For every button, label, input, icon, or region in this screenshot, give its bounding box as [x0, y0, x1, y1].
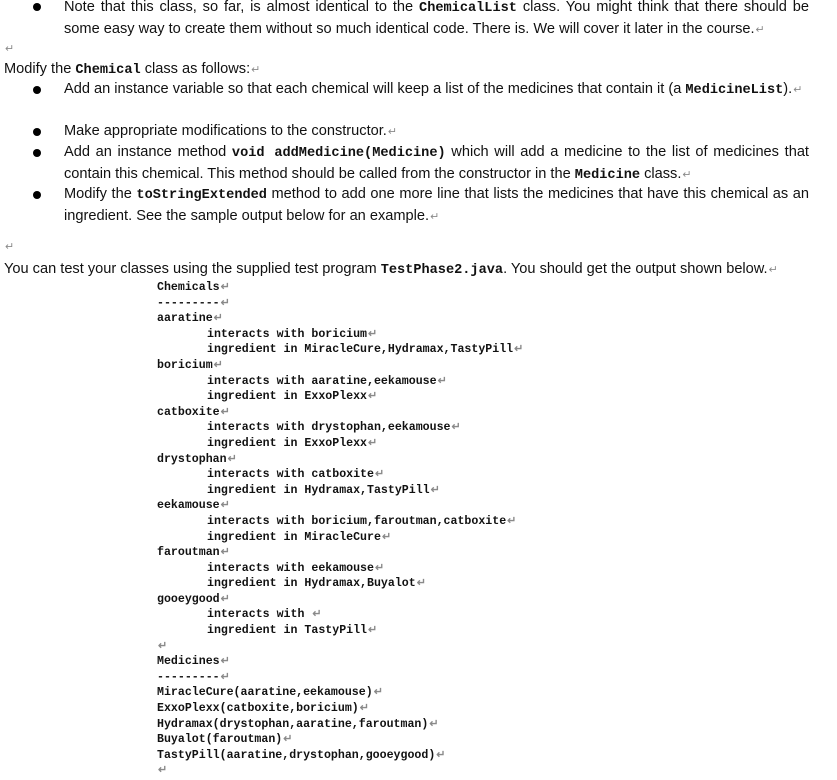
- code-classname: ChemicalList: [419, 1, 517, 16]
- text-span: Hydramax(drystophan,aaratine,faroutman): [157, 717, 429, 731]
- paragraph-mark: ↵: [359, 703, 369, 716]
- paragraph-mark: ↵: [436, 749, 446, 762]
- text-span: which will add a medicine to the list of medicines that contain this chemical. This method should be called from the constructor in the: [64, 144, 809, 182]
- test-paragraph: [4, 259, 778, 281]
- chemical-name-line: [157, 358, 523, 374]
- paragraph-mark: ↵: [213, 313, 223, 326]
- paragraph-mark: ↵: [793, 84, 803, 96]
- paragraph-mark: ↵: [227, 453, 237, 466]
- output-separator: [157, 296, 523, 312]
- text-span: Add an instance method: [64, 144, 232, 160]
- text-span: faroutman: [157, 546, 220, 560]
- paragraph-mark: ↵: [416, 578, 426, 591]
- bullet-dot: [33, 3, 41, 11]
- empty-paragraph: [4, 38, 14, 60]
- text-span: class. You might think that there should be some easy way to create them without so much identical code. There is. We will cover it later in the course.: [64, 0, 809, 37]
- medicine-line: [157, 732, 523, 748]
- paragraph-mark: ↵: [5, 241, 15, 253]
- chemical-interacts-line: [157, 607, 523, 623]
- text-span: aaratine: [157, 312, 213, 326]
- paragraph-mark: ↵: [220, 406, 230, 419]
- empty-output-line: [157, 763, 523, 779]
- paragraph-mark: ↵: [220, 297, 230, 310]
- paragraph-mark: ↵: [368, 437, 378, 450]
- text-span: TastyPill(aaratine,drystophan,gooeygood): [157, 748, 436, 762]
- output-heading-chemicals: [157, 280, 523, 296]
- text-span: Add an instance variable so that each chemical will keep a list of the medicines that contain it (a: [64, 81, 686, 97]
- chemical-ingredient-line: [157, 436, 523, 452]
- paragraph-mark: ↵: [220, 671, 230, 684]
- text-span: boricium: [157, 358, 213, 372]
- chemical-name-line: [157, 452, 523, 468]
- bullet-dot: [33, 191, 41, 199]
- paragraph-mark: ↵: [158, 640, 168, 653]
- chemical-ingredient-line: [157, 530, 523, 546]
- code-classname: Chemical: [75, 63, 141, 78]
- text-span: ingredient in Hydramax,TastyPill: [207, 483, 430, 497]
- text-span: ingredient in ExxoPlexx: [207, 436, 368, 450]
- paragraph-mark: ↵: [220, 500, 230, 513]
- text-span: Note that this class, so far, is almost identical to the: [64, 0, 420, 15]
- text-span: drystophan: [157, 452, 227, 466]
- text-span: Buyalot(faroutman): [157, 733, 283, 747]
- text-span: eekamouse: [157, 499, 220, 513]
- text-span: class as follows:: [140, 61, 251, 77]
- text-span: Chemicals: [157, 281, 220, 294]
- code-filename: TestPhase2.java: [380, 263, 504, 278]
- paragraph-mark: ↵: [381, 531, 392, 544]
- text-span: method to add one more line that lists the medicines that have this chemical as an ingredient. See the sample output below for an example.: [64, 186, 809, 224]
- text-span: interacts with catboxite: [207, 468, 374, 482]
- sample-output-block: [157, 280, 523, 779]
- paragraph-mark: ↵: [220, 656, 230, 669]
- paragraph-mark: ↵: [368, 625, 378, 638]
- paragraph-mark: ↵: [220, 547, 230, 560]
- bullet-dot: [33, 128, 41, 136]
- paragraph-mark: ↵: [368, 328, 378, 341]
- paragraph-mark: ↵: [682, 169, 692, 181]
- bullet-text: [64, 0, 809, 41]
- text-span: gooeygood: [157, 592, 220, 606]
- text-span: catboxite: [157, 405, 220, 419]
- chemical-interacts-line: [157, 327, 523, 343]
- text-span: ingredient in ExxoPlexx: [207, 390, 368, 404]
- paragraph-mark: ↵: [514, 344, 524, 357]
- paragraph-mark: ↵: [374, 469, 385, 482]
- text-span: interacts with boricium: [207, 327, 368, 341]
- text-span: Modify the: [4, 61, 76, 77]
- paragraph-mark: ↵: [755, 24, 765, 36]
- text-span: ).: [783, 81, 793, 97]
- paragraph-mark: ↵: [451, 422, 461, 435]
- chemical-interacts-line: [157, 514, 523, 530]
- paragraph-mark: ↵: [430, 211, 440, 223]
- paragraph-mark: ↵: [768, 264, 778, 276]
- paragraph-mark: ↵: [251, 64, 261, 76]
- medicine-line: [157, 685, 523, 701]
- paragraph-mark: ↵: [158, 765, 168, 778]
- code-method-name: toStringExtended: [136, 188, 267, 203]
- text-span: interacts with eekamouse: [207, 561, 374, 575]
- text-span: ingredient in Hydramax,Buyalot: [207, 577, 416, 591]
- paragraph-mark: ↵: [312, 609, 322, 622]
- text-span: Medicines: [157, 655, 220, 669]
- text-span: ExxoPlexx(catboxite,boricium): [157, 702, 359, 716]
- bullet-text: [64, 184, 809, 228]
- paragraph-mark: ↵: [507, 515, 517, 528]
- text-span: interacts with boricium,faroutman,catboxite: [207, 514, 507, 528]
- text-span: ingredient in MiracleCure: [207, 530, 381, 544]
- code-classname: MedicineList: [685, 83, 784, 98]
- chemical-ingredient-line: [157, 576, 523, 592]
- text-span: interacts with drystophan,eekamouse: [207, 421, 451, 435]
- text-span: Make appropriate modifications to the constructor.: [64, 123, 387, 139]
- chemical-interacts-line: [157, 467, 523, 483]
- text-span: ingredient in MiracleCure,Hydramax,TastyPill: [207, 343, 514, 357]
- bullet-text: [64, 121, 809, 143]
- paragraph-mark: ↵: [387, 126, 398, 138]
- paragraph-mark: ↵: [5, 43, 15, 55]
- paragraph-mark: ↵: [220, 282, 230, 294]
- text-span: Modify the: [64, 186, 137, 202]
- chemical-name-line: [157, 545, 523, 561]
- chemical-name-line: [157, 592, 523, 608]
- empty-paragraph: [4, 236, 14, 258]
- bullet-text: [64, 142, 809, 186]
- paragraph-mark: ↵: [368, 391, 378, 404]
- text-span: class.: [640, 166, 682, 182]
- chemical-ingredient-line: [157, 342, 523, 358]
- chemical-ingredient-line: [157, 389, 523, 405]
- chemical-ingredient-line: [157, 483, 523, 499]
- empty-output-line: [157, 639, 523, 655]
- chemical-name-line: [157, 405, 523, 421]
- paragraph-mark: ↵: [437, 375, 447, 388]
- chemical-name-line: [157, 498, 523, 514]
- chemical-interacts-line: [157, 374, 523, 390]
- bullet-dot: [33, 149, 41, 157]
- paragraph-mark: ↵: [220, 593, 230, 606]
- paragraph-mark: ↵: [430, 484, 440, 497]
- modify-heading: [4, 59, 260, 81]
- chemical-interacts-line: [157, 420, 523, 436]
- text-span: ---------: [157, 670, 220, 684]
- text-span: . You should get the output shown below.: [503, 261, 768, 277]
- paragraph-mark: ↵: [429, 718, 439, 731]
- code-method-signature: void addMedicine(Medicine): [231, 146, 446, 161]
- chemical-interacts-line: [157, 561, 523, 577]
- text-span: ---------: [157, 296, 220, 310]
- medicine-line: [157, 717, 523, 733]
- code-classname: Medicine: [574, 168, 641, 183]
- text-span: interacts with: [207, 608, 312, 622]
- bullet-text: [64, 79, 809, 101]
- paragraph-mark: ↵: [213, 359, 223, 372]
- paragraph-mark: ↵: [374, 562, 385, 575]
- text-span: You can test your classes using the supplied test program: [4, 261, 381, 277]
- text-span: ingredient in TastyPill: [207, 624, 368, 638]
- output-heading-medicines: [157, 654, 523, 670]
- text-span: MiracleCure(aaratine,eekamouse): [157, 686, 373, 700]
- text-span: interacts with aaratine,eekamouse: [207, 374, 437, 388]
- chemical-name-line: [157, 311, 523, 327]
- medicine-line: [157, 748, 523, 764]
- paragraph-mark: ↵: [373, 687, 383, 700]
- paragraph-mark: ↵: [283, 734, 293, 747]
- medicine-line: [157, 701, 523, 717]
- output-separator: [157, 670, 523, 686]
- chemical-ingredient-line: [157, 623, 523, 639]
- bullet-dot: [33, 86, 41, 94]
